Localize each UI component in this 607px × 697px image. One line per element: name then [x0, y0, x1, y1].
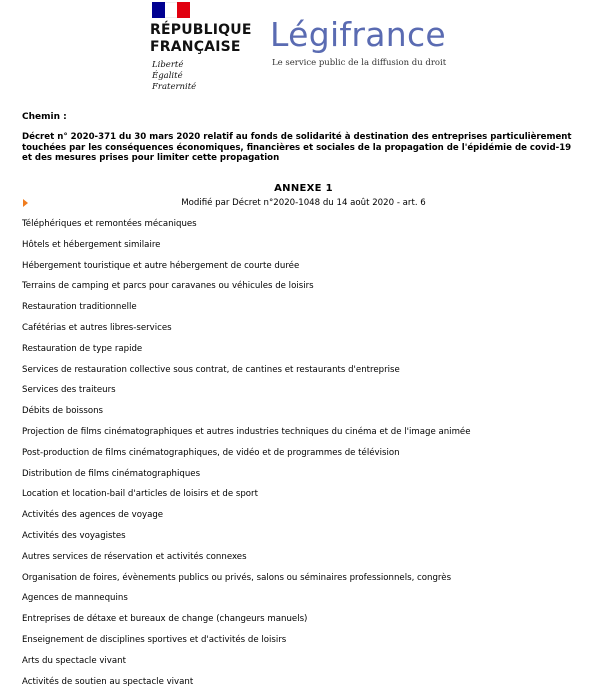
list-item: Agences de mannequins: [22, 593, 128, 604]
list-item: Entreprises de détaxe et bureaux de change (changeurs manuels): [22, 614, 308, 625]
brand-tagline: Le service public de la diffusion du droit: [272, 58, 447, 68]
list-item: Restauration traditionnelle: [22, 302, 137, 313]
list-item: Organisation de foires, évènements publics ou privés, salons ou séminaires professionnels, congrès: [22, 572, 452, 583]
modification-note[interactable]: Modifié par Décret n°2020-1048 du 14 août 2020 - art. 6: [181, 198, 426, 208]
list-item: Restauration de type rapide: [22, 343, 143, 354]
list-item: Débits de boissons: [22, 406, 104, 417]
list-item: Services des traiteurs: [22, 385, 116, 396]
list-item: Hôtels et hébergement similaire: [22, 239, 161, 250]
french-flag-icon: [152, 2, 190, 18]
list-item: Activités des agences de voyage: [22, 510, 164, 521]
list-item: Cafétérias et autres libres-services: [22, 322, 172, 333]
list-item: Distribution de films cinématographiques: [22, 468, 201, 479]
republic-motto: [150, 60, 270, 93]
list-item: Activités des voyagistes: [22, 530, 126, 541]
list-item: Projection de films cinématographiques et autres industries techniques du cinéma et de l'image animée: [22, 426, 471, 437]
list-item: Hébergement touristique et autre hébergement de courte durée: [22, 260, 300, 271]
republique-francaise-logo: [150, 2, 270, 93]
decree-title: Décret n° 2020-371 du 30 mars 2020 relatif au fonds de solidarité à destination des entreprises particulièrement touchées par les conséquences économiques, financières et sociales de la propagation de l'épidémie de covid-19 et des mesures prises pour limiter cette propagation: [22, 132, 572, 163]
list-item: Téléphériques et remontées mécaniques: [22, 219, 197, 229]
motto-fraternite: Fraternité: [152, 82, 197, 92]
brand-name: Légifrance: [270, 15, 446, 54]
republic-name-line-2: FRANÇAISE: [150, 39, 241, 55]
breadcrumb-label: Chemin :: [22, 112, 67, 122]
list-item: Terrains de camping et parcs pour caravanes ou véhicules de loisirs: [22, 281, 314, 292]
list-item: Services de restauration collective sous contrat, de cantines et restaurants d'entreprise: [22, 364, 400, 375]
activity-list: [22, 219, 471, 697]
page-header: [0, 0, 607, 100]
motto-egalite: Égalité: [152, 71, 183, 81]
motto-liberte: Liberté: [152, 60, 184, 70]
republic-name-line-1: RÉPUBLIQUE: [150, 22, 252, 38]
legifrance-logo[interactable]: [270, 16, 446, 68]
list-item: Enseignement de disciplines sportives et d'activités de loisirs: [22, 634, 287, 645]
annex-title: ANNEXE 1: [274, 183, 333, 194]
list-item: Post-production de films cinématographiques, de vidéo et de programmes de télévision: [22, 447, 400, 458]
list-item: Arts du spectacle vivant: [22, 655, 126, 666]
list-item: Activités de soutien au spectacle vivant: [22, 676, 194, 687]
list-item: Location et location-bail d'articles de loisirs et de sport: [22, 489, 258, 500]
list-item: Autres services de réservation et activités connexes: [22, 551, 247, 562]
